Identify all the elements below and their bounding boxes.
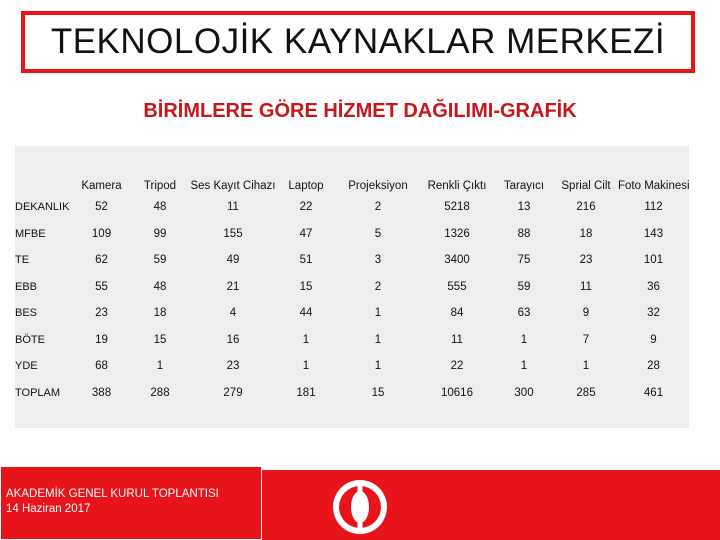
table-cell: 388 xyxy=(91,386,112,399)
row-label: EBB xyxy=(15,280,38,293)
table-row xyxy=(15,353,689,380)
table-row xyxy=(15,327,689,354)
table-cell: 84 xyxy=(450,307,464,320)
table-cell: 51 xyxy=(299,254,313,267)
table-cell: 3 xyxy=(374,254,382,267)
table-cell: 55 xyxy=(95,280,108,293)
table-cell: 32 xyxy=(647,307,660,320)
table-cell: 555 xyxy=(447,280,467,293)
column-header: Renkli Çıktı xyxy=(427,180,487,192)
table-cell: 109 xyxy=(91,227,112,240)
table-cell: 23 xyxy=(226,360,240,373)
table-cell: 7 xyxy=(582,333,590,346)
table-cell: 10616 xyxy=(441,386,473,399)
footer-event-name: AKADEMİK GENEL KURUL TOPLANTISI xyxy=(6,488,219,500)
table-cell: 461 xyxy=(643,386,664,399)
table-cell: 285 xyxy=(576,386,596,399)
column-header: Ses Kayıt Cihazı xyxy=(190,180,276,192)
slide-title: TEKNOLOJİK KAYNAKLAR MERKEZİ xyxy=(21,11,695,73)
row-label: MFBE xyxy=(15,227,46,240)
table-cell: 181 xyxy=(296,386,316,399)
table-cell xyxy=(73,406,130,430)
table-cell: 216 xyxy=(576,201,596,214)
table-row xyxy=(15,221,689,248)
table-cell: 75 xyxy=(517,254,531,267)
table-row xyxy=(15,247,689,274)
table-cell xyxy=(554,406,618,430)
table-cell: 68 xyxy=(95,360,108,373)
table-cell: 1 xyxy=(520,333,528,346)
table-cell: 9 xyxy=(582,307,590,320)
table-cell: 11 xyxy=(580,280,592,293)
table-cell: 1 xyxy=(374,360,382,373)
column-header: Laptop xyxy=(288,180,324,192)
table-cell xyxy=(130,406,190,430)
table-cell xyxy=(190,406,276,430)
table-cell: 48 xyxy=(153,280,167,293)
table-cell xyxy=(494,406,554,430)
table-cell: 1 xyxy=(520,360,528,373)
row-label: YDE xyxy=(15,360,38,373)
footer-date: 14 Haziran 2017 xyxy=(6,503,91,515)
column-header: Tripod xyxy=(143,180,177,192)
table-cell: 15 xyxy=(371,386,385,399)
footer-text xyxy=(6,487,219,517)
table-cell: 101 xyxy=(643,254,664,267)
row-label: DEKANLIK xyxy=(15,201,70,214)
table-cell: 5218 xyxy=(444,201,470,214)
table-row xyxy=(15,300,689,327)
table-cell: 11 xyxy=(451,333,463,346)
table-cell xyxy=(336,406,420,430)
table-cell: 59 xyxy=(517,280,531,293)
table-cell: 13 xyxy=(517,201,531,214)
table-cell: 28 xyxy=(647,360,660,373)
table-cell: 300 xyxy=(514,386,534,399)
table-cell: 112 xyxy=(644,201,663,214)
table-cell: 4 xyxy=(229,307,237,320)
header-corner xyxy=(15,146,73,194)
table-cell: 1 xyxy=(302,360,310,373)
table-cell xyxy=(276,406,336,430)
table-cell: 15 xyxy=(153,333,167,346)
table-cell: 143 xyxy=(643,227,664,240)
table-cell: 5 xyxy=(374,227,382,240)
table-cell: 59 xyxy=(153,254,167,267)
table-cell: 49 xyxy=(226,254,240,267)
table-cell: 1 xyxy=(582,360,590,373)
table-cell: 1 xyxy=(374,333,382,346)
table-cell: 2 xyxy=(374,280,382,293)
table-cell: 2 xyxy=(374,201,382,214)
table-cell: 52 xyxy=(95,201,108,214)
table-cell: 3400 xyxy=(444,254,470,267)
table-cell: 48 xyxy=(153,201,167,214)
row-label: TE xyxy=(15,254,30,267)
table-cell: 62 xyxy=(95,254,108,267)
table-cell xyxy=(618,406,689,430)
table-cell: 47 xyxy=(299,227,313,240)
table-cell: 44 xyxy=(299,307,313,320)
column-header: Kamera xyxy=(81,180,122,192)
table-cell: 88 xyxy=(517,227,531,240)
table-cell: 21 xyxy=(226,280,240,293)
column-header: Projeksiyon xyxy=(348,180,408,192)
row-label: BES xyxy=(15,307,38,320)
table-cell: 36 xyxy=(647,280,660,293)
table-row xyxy=(15,274,689,301)
table-row xyxy=(15,194,689,221)
table-cell: 22 xyxy=(450,360,464,373)
university-logo-icon xyxy=(331,478,389,536)
table-cell: 15 xyxy=(299,280,313,293)
table-cell: 288 xyxy=(150,386,170,399)
table-cell: 16 xyxy=(226,333,240,346)
table-cell: 1326 xyxy=(444,227,470,240)
table-cell xyxy=(15,406,73,430)
table-row xyxy=(15,380,689,407)
table-cell: 18 xyxy=(153,307,167,320)
table-cell: 9 xyxy=(650,333,657,346)
table-cell: 18 xyxy=(579,227,593,240)
table-cell: 22 xyxy=(299,201,313,214)
table-cell: 279 xyxy=(223,386,243,399)
row-label: BÖTE xyxy=(15,333,45,346)
table-cell: 19 xyxy=(95,333,108,346)
column-header: Tarayıcı xyxy=(503,180,545,192)
table-cell xyxy=(420,406,494,430)
table-header-row xyxy=(15,146,689,194)
column-header: Sprial Cilt xyxy=(561,180,611,192)
table-cell: 155 xyxy=(223,227,243,240)
table-blank-row xyxy=(15,406,689,430)
service-distribution-table xyxy=(15,146,689,428)
table-cell: 11 xyxy=(227,201,239,214)
table-cell: 99 xyxy=(153,227,167,240)
slide-subtitle: BİRİMLERE GÖRE HİZMET DAĞILIMI-GRAFİK xyxy=(143,100,577,122)
table-cell: 23 xyxy=(579,254,593,267)
table-cell: 1 xyxy=(374,307,382,320)
row-label: TOPLAM xyxy=(15,386,61,399)
column-header: Foto Makinesi xyxy=(618,180,690,192)
table-cell: 1 xyxy=(302,333,310,346)
table-cell: 1 xyxy=(156,360,164,373)
table-cell: 63 xyxy=(517,307,531,320)
table-cell: 23 xyxy=(95,307,108,320)
